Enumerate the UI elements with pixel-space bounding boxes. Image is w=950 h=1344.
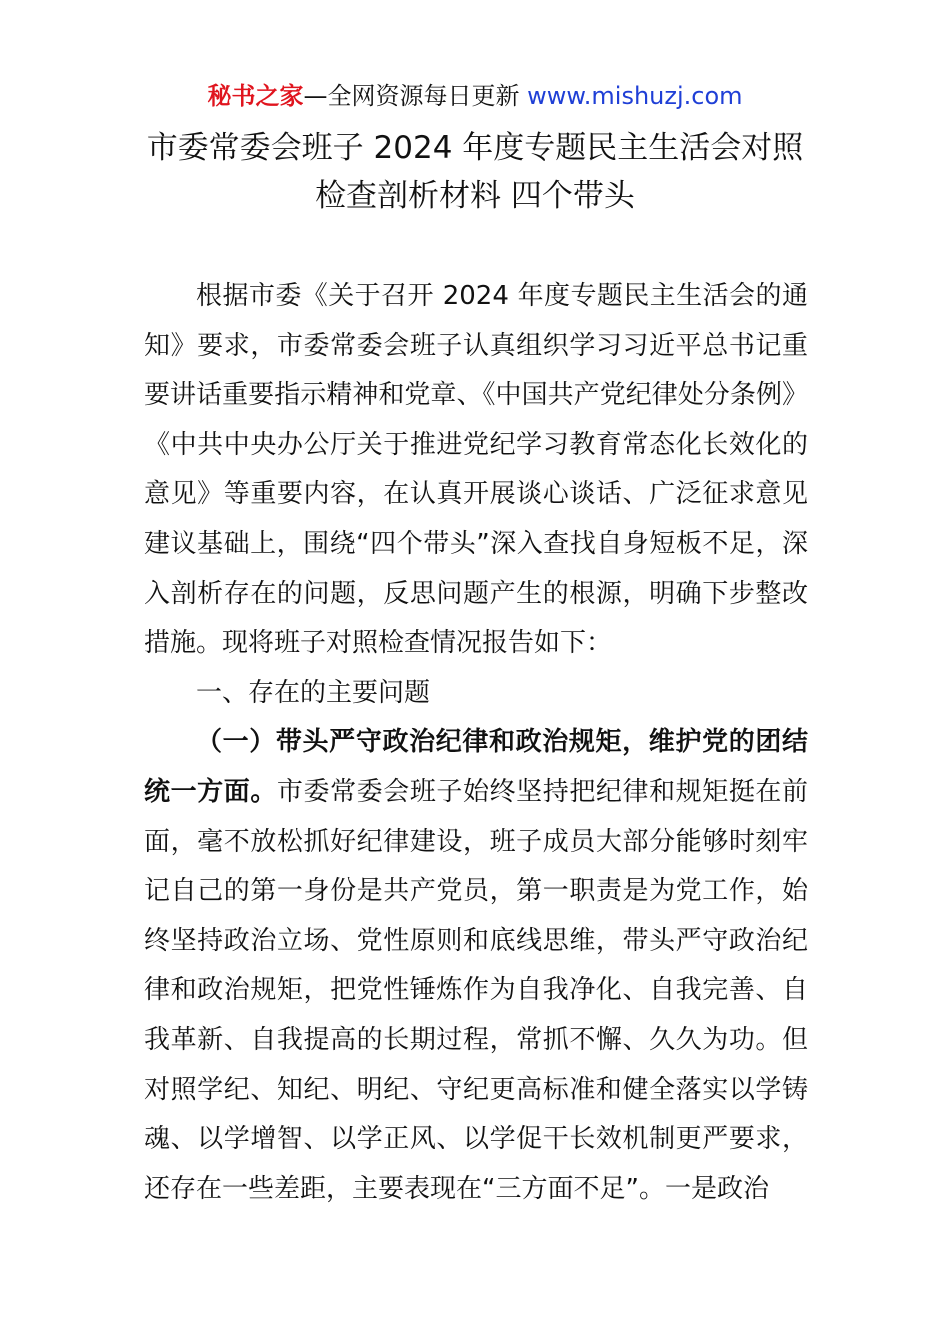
header-tagline: —全网资源每日更新 — [303, 82, 528, 110]
subsection-paragraph — [144, 718, 808, 1214]
subsection-heading: （一）带头严守政治纪律和政治规矩，维护党的团结统一方面。 — [144, 727, 808, 807]
intro-paragraph: 根据市委《关于召开 2024 年度专题民主生活会的通知》要求，市委常委会班子认真组织学习习近平总书记重要讲话重要指示精神和党章、《中国共产党纪律处分条例》《中共中央办公厅关于推进党纪学习教育常态化长效化的意见》等重要内容，在认真开展谈心谈话、广泛征求意见建议基础上，围绕“四个带头”深入查找自身短板不足，深入剖析存在的问题，反思问题产生的根源，明确下步整改措施。现将班子对照检查情况报告如下： — [144, 281, 808, 659]
title-line-1: 市委常委会班子 2024 年度专题民主生活会对照 — [146, 130, 804, 166]
section-heading: 一、存在的主要问题 — [196, 677, 431, 708]
document-body — [144, 272, 808, 1214]
watermark-header — [0, 80, 950, 112]
document-title — [60, 124, 890, 220]
brand-name: 秘书之家 — [207, 82, 304, 110]
subsection-text: 市委常委会班子始终坚持把纪律和规矩挺在前面，毫不放松抓好纪律建设，班子成员大部分能够时刻牢记自己的第一身份是共产党员，第一职责是为党工作，始终坚持政治立场、党性原则和底线思维，带头严守政治纪律和政治规矩，把党性锤炼作为自我净化、自我完善、自我革新、自我提高的长期过程，常抓不懈、久久为功。但对照学纪、知纪、明纪、守纪更高标准和健全落实以学铸魂、以学增智、以学正风、以学促干长效机制更严要求，还存在一些差距，主要表现在“三方面不足”。一是政治 — [144, 776, 808, 1204]
title-line-2: 检查剖析材料 四个带头 — [315, 178, 635, 214]
site-url-link[interactable]: www.mishuzj.com — [527, 82, 743, 110]
